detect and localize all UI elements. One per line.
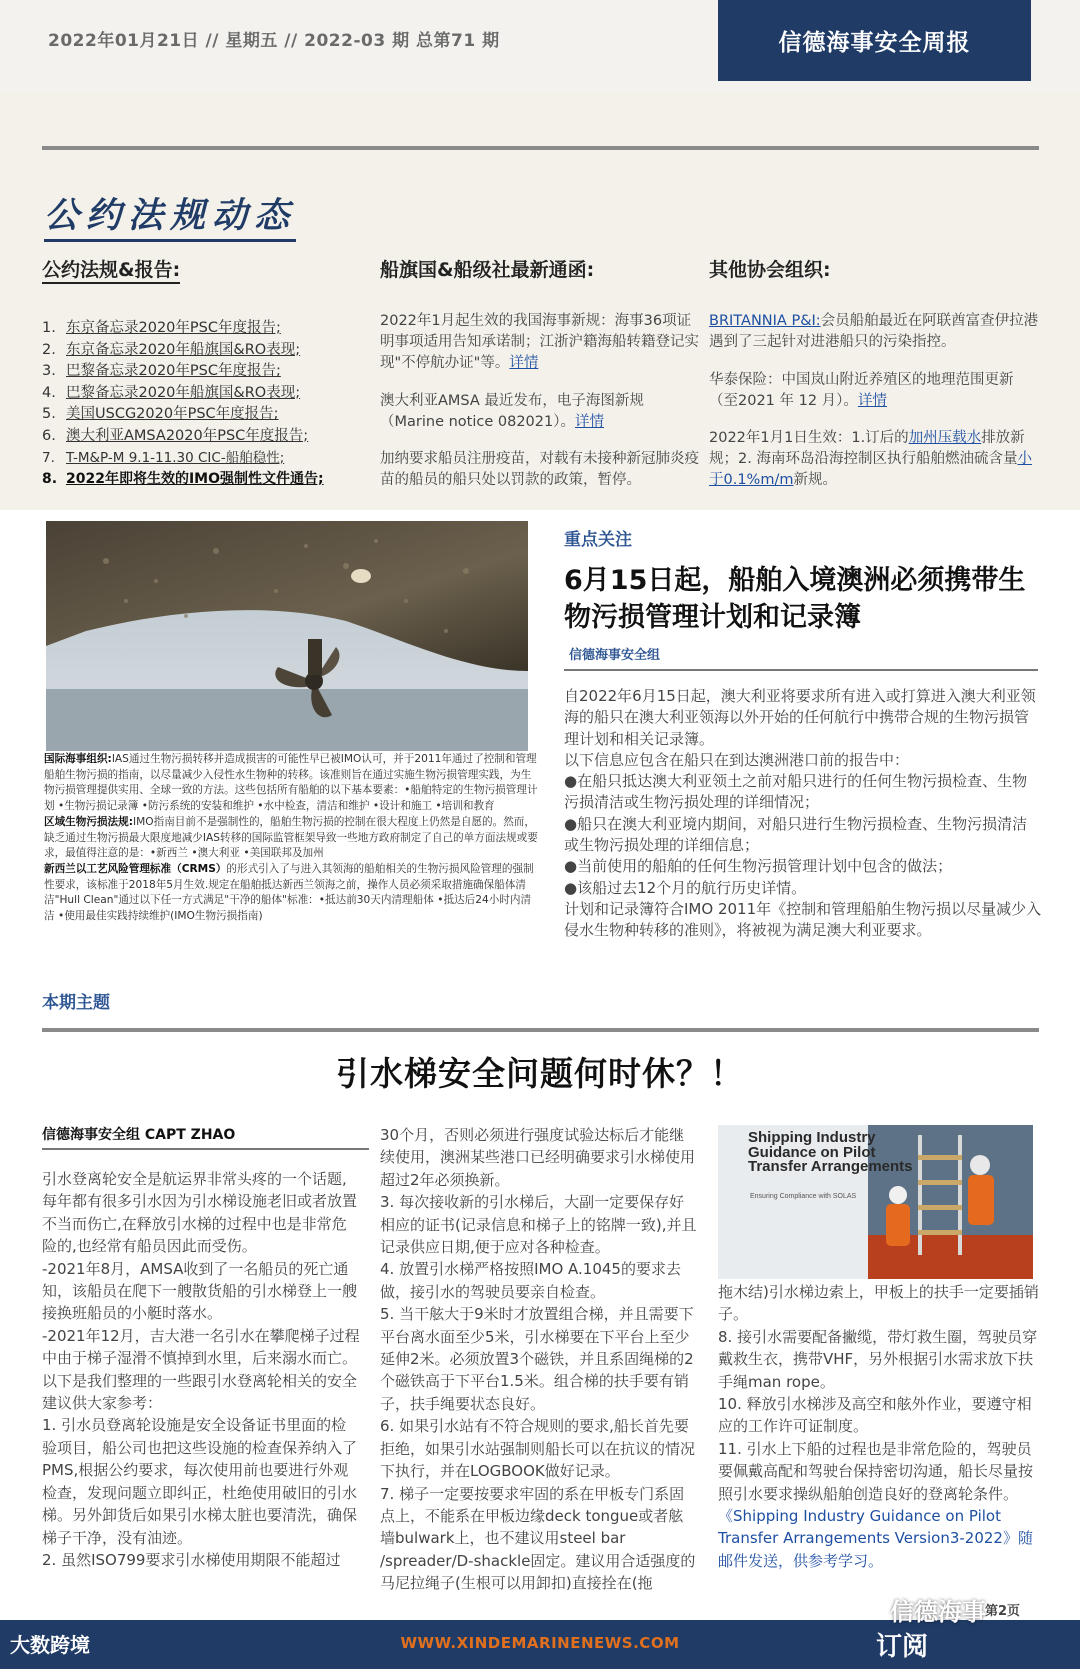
footer-bar xyxy=(0,1620,1080,1669)
section-title: 公约法规动态 xyxy=(44,188,296,242)
report-item[interactable]: 3. 巴黎备忘录2020年PSC年度报告; xyxy=(42,363,281,380)
report-item[interactable]: 5. 美国USCG2020年PSC年度报告; xyxy=(42,406,279,423)
focus-byline: 信德海事安全组 xyxy=(569,648,661,663)
focus-body: 自2022年6月15日起，澳大利亚将要求所有进入或打算进入澳大利亚领海的船只在澳大利亚领海以外开始的任何航行中携带合规的生物污损管理计划和相关记录簿。 以下信息应包含在船只在到达澳洲港口前的报告中： ●在船只抵达澳大利亚领土之前对船只进行的任何生物污损检查、生物污损清洁或生物污损处理的详细情况； ●船只在澳大利亚境内期间，对船只进行生物污损检查、生物污损清洁或生物污损处理的详细信息； ●当前使用的船舶的任何生物污损管理计划中包含的做法； ●该船过去12个月的航行历史详情。 计划和记录簿符合IMO 2011年《控制和管理船舶生物污损以尽量减少入侵水生物种转移的准则》，将被视为满足澳大利亚要求。 xyxy=(564,687,1042,940)
report-list xyxy=(42,318,372,491)
other-news-2: 华泰保险：中国岚山附近养殖区的地理范围更新（至2021 年 12 月）。详情 xyxy=(709,372,1014,409)
footer-source-label: 大数跨境 xyxy=(10,1633,90,1657)
theme-byline: 信德海事安全组 CAPT ZHAO xyxy=(42,1127,236,1143)
ballast-link[interactable]: 加州压载水 xyxy=(908,430,982,446)
report-link[interactable]: 巴黎备忘录2020年船旗国&RO表现; xyxy=(66,384,301,401)
focus-kicker: 重点关注 xyxy=(564,530,632,550)
hull-biofouling-photo xyxy=(46,521,528,751)
report-item[interactable]: 7. T-M&P-M 9.1-11.30 CIC-船舶稳性; xyxy=(42,449,285,466)
sulphur-link[interactable]: 小于0.1%m/m xyxy=(709,451,1032,488)
focus-divider xyxy=(564,669,1038,671)
guide-subtitle: Ensuring Compliance with SOLAS xyxy=(750,1193,857,1200)
theme-column-3: 拖木结)引水梯边索上，甲板上的扶手一定要插销子。 8. 接引水需要配备撇缆，带灯救生圈，驾驶员穿戴救生衣，携带VHF，另外根据引水需求放下扶手绳man rope。 10. 释放引水梯涉及高空和舷外作业，要遵守相应的工作许可证制度。 11. 引水上下船的过程也是非常危险的，驾驶员要佩戴高配和驾驶台保持密切沟通，船长尽量按照引水要求操纵船舶创造良好的登离轮条件。 《Shipping Industry Guidance on Pilot Transfer Arrangements Version3-2022》随邮件发送，供参考学习。 xyxy=(718,1283,1039,1570)
theme-divider xyxy=(42,1028,1039,1032)
report-item[interactable]: 8. 2022年即将生效的IMO强制性文件通告; xyxy=(42,471,324,488)
flag-news-3: 加纳要求船员注册疫苗，对载有未接种新冠肺炎疫苗的船员的船只处以罚款的政策，暂停。 xyxy=(380,451,699,488)
byline-divider xyxy=(42,1148,369,1150)
theme-column-1: 引水登离轮安全是航运界非常头疼的一个话题,每年都有很多引水因为引水梯设施老旧或者放置不当而伤亡,在释放引水梯的过程中也是非常危险的,也经常有船员因此而受伤。 -2021年8月，AMSA收到了一名船员的死亡通知，该船员在爬下一艘散货船的引水梯登上一艘接换班船员的小艇时落水。 -2021年12月，吉大港一名引水在攀爬梯子过程中由于梯子湿滑不慎掉到水里，后来溺水而亡。 以下是我们整理的一些跟引水登离轮相关的安全建议供大家参考： 1. 引水员登离轮设施是安全设备证书里面的检验项目，船公司也把这些设施的检查保养纳入了PMS,根据公约要求，每次使用前也要进行外观检查，发现问题立即纠正，杜绝使用破旧的引水梯。另外卸货后如果引水梯太脏也要清洗，确保梯子干净，没有油迹。 2. 虽然ISO799要求引水梯使用期限不能超过 xyxy=(42,1170,360,1569)
theme-column-2: 30个月，否则必须进行强度试验达标后才能继续使用，澳洲某些港口已经明确要求引水梯使用超过2年必须换新。 3. 每次接收新的引水梯后，大副一定要保存好相应的证书(记录信息和梯子上的铭牌一致),并且记录供应日期,便于应对各种检查。 4. 放置引水梯严格按照IMO A.1045的要求去做，接引水的驾驶员要亲自检查。 5. 当干舷大于9米时才放置组合梯，并且需要下平台离水面至少5米，引水梯要在下平台上至少延伸2米。必须放置3个磁铁，并且系固绳梯的2个磁铁高于下平台1.5米。组合梯的扶手要有销子，扶手绳要状态良好。 6. 如果引水站有不符合规则的要求,船长首先要拒绝，如果引水站强制则船长可以在抗议的情况下执行，并在LOGBOOK做好记录。 7. 梯子一定要按要求牢固的系在甲板专门系固点上，不能系在甲板边缘deck tongue或者舷墙bulwark上，也不建议用steel bar /spreader/D-shackle固定。建议用合适强度的马尼拉绳子(生根可以用卸扣)直接拴在(拖 xyxy=(380,1126,697,1593)
report-link[interactable]: 巴黎备忘录2020年PSC年度报告; xyxy=(66,363,281,380)
guidance-doc-link[interactable]: 《Shipping Industry Guidance on Pilot Transfer Arrangements Version3-2022》 xyxy=(718,1507,1018,1548)
report-item[interactable]: 4. 巴黎备忘录2020年船旗国&RO表现; xyxy=(42,384,301,401)
report-link[interactable]: 澳大利亚AMSA2020年PSC年度报告; xyxy=(66,427,309,444)
report-link[interactable]: 美国USCG2020年PSC年度报告; xyxy=(66,406,279,423)
subscribe-button[interactable]: 订阅 xyxy=(876,1632,929,1662)
detail-link[interactable]: 详情 xyxy=(857,393,887,409)
report-link[interactable]: 东京备忘录2020年PSC年度报告; xyxy=(66,320,281,336)
website-link[interactable]: WWW.XINDEMARINENEWS.COM xyxy=(400,1634,680,1652)
report-item[interactable]: 2. 东京备忘录2020年船旗国&RO表现; xyxy=(42,341,301,358)
focus-headline: 6月15日起，船舶入境澳洲必须携带生物污损管理计划和记录簿 xyxy=(564,565,1026,633)
britannia-link[interactable]: BRITANNIA P&I: xyxy=(709,313,821,329)
report-link[interactable]: 2022年即将生效的IMO强制性文件通告; xyxy=(66,471,324,488)
issue-dateline: 2022年01月21日 // 星期五 // 2022-03 期 总第71 期 xyxy=(48,31,500,51)
report-item[interactable]: 1. 东京备忘录2020年PSC年度报告; xyxy=(42,320,281,336)
col-heading-other: 其他协会组织: xyxy=(709,259,831,281)
pilot-guidance-cover xyxy=(718,1125,1033,1279)
col-heading-reports: 公约法规&报告: xyxy=(42,255,180,284)
report-link[interactable]: 东京备忘录2020年船旗国&RO表现; xyxy=(66,341,301,358)
photo-caption: 国际海事组织:IAS通过生物污损转移并造成损害的可能性早已被IMO认可，并于2011年通过了控制和管理船舶生物污损的指南，以尽量减少入侵性水生物种的转移。该准则旨在通过实施生物污损管理实践，为生物污损管理提供实用、全球一致的方法。这些包括所有船舶的以下基本要素：•船舶特定的生物污损管理计划 •生物污损记录簿 •防污系统的安装和维护 •水中检查，清洁和维护 •设计和施工 •培训和教育 区域生物污损法规:IMO指南目前不是强制性的，船舶生物污损的控制在很大程度上仍然是自愿的。然而，缺乏通过生物污损最大限度地减少IAS转移的国际监管框架导致一些地方政府制定了自己的单方面法规或要求，最值得注意的是：•新西兰 •澳大利亚 •美国联邦及加州 新西兰以工艺风险管理标准（CRMS）的形式引入了与进入其领海的船舶相关的生物污损风险管理的强制性要求，该标准于2018年5月生效.规定在船舶抵达新西兰领海之前，操作人员必须采取措施确保船体清洁"Hull Clean"通过以下任一方式满足"干净的船体"标准：•抵达前30天内清理船体 •抵达后24小时内清洁 •使用最佳实践持续维护(IMO生物污损指南) xyxy=(44,753,538,923)
other-news-1: BRITANNIA P&I:会员船舶最近在阿联酋富查伊拉港遇到了三起针对进港船只的污染指控。 xyxy=(709,313,1039,350)
report-link[interactable]: T-M&P-M 9.1-11.30 CIC-船舶稳性; xyxy=(66,449,285,466)
theme-kicker: 本期主题 xyxy=(42,993,110,1013)
flag-news-2: 澳大利亚AMSA 最近发布，电子海图新规（Marine notice 082021）。详情 xyxy=(380,393,644,430)
guide-title: Shipping Industry Guidance on Pilot Transfer Arrangements xyxy=(748,1129,913,1175)
report-item[interactable]: 6. 澳大利亚AMSA2020年PSC年度报告; xyxy=(42,427,309,444)
wechat-watermark: 信德海事 xyxy=(890,1598,986,1626)
flag-news-1: 2022年1月起生效的我国海事新规：海事36项证明事项适用告知承诺制；江浙沪籍海船转籍登记实现"不停航办证"等。详情 xyxy=(380,313,699,371)
theme-headline: 引水梯安全问题何时休？！ xyxy=(336,1054,744,1093)
detail-link[interactable]: 详情 xyxy=(509,355,539,371)
hull-propeller-illustration xyxy=(46,521,528,751)
section-divider xyxy=(42,146,1039,150)
other-news-3: 2022年1月1日生效：1.订后的加州压载水排放新规；2. 海南环岛沿海控制区执行船舶燃油硫含量小于0.1%m/m新规。 xyxy=(709,430,1032,488)
brand-title: 信德海事安全周报 xyxy=(718,0,1031,81)
page-number: 第2页 xyxy=(985,1604,1021,1619)
col-heading-flag: 船旗国&船级社最新通函: xyxy=(380,259,595,281)
detail-link[interactable]: 详情 xyxy=(575,414,604,430)
